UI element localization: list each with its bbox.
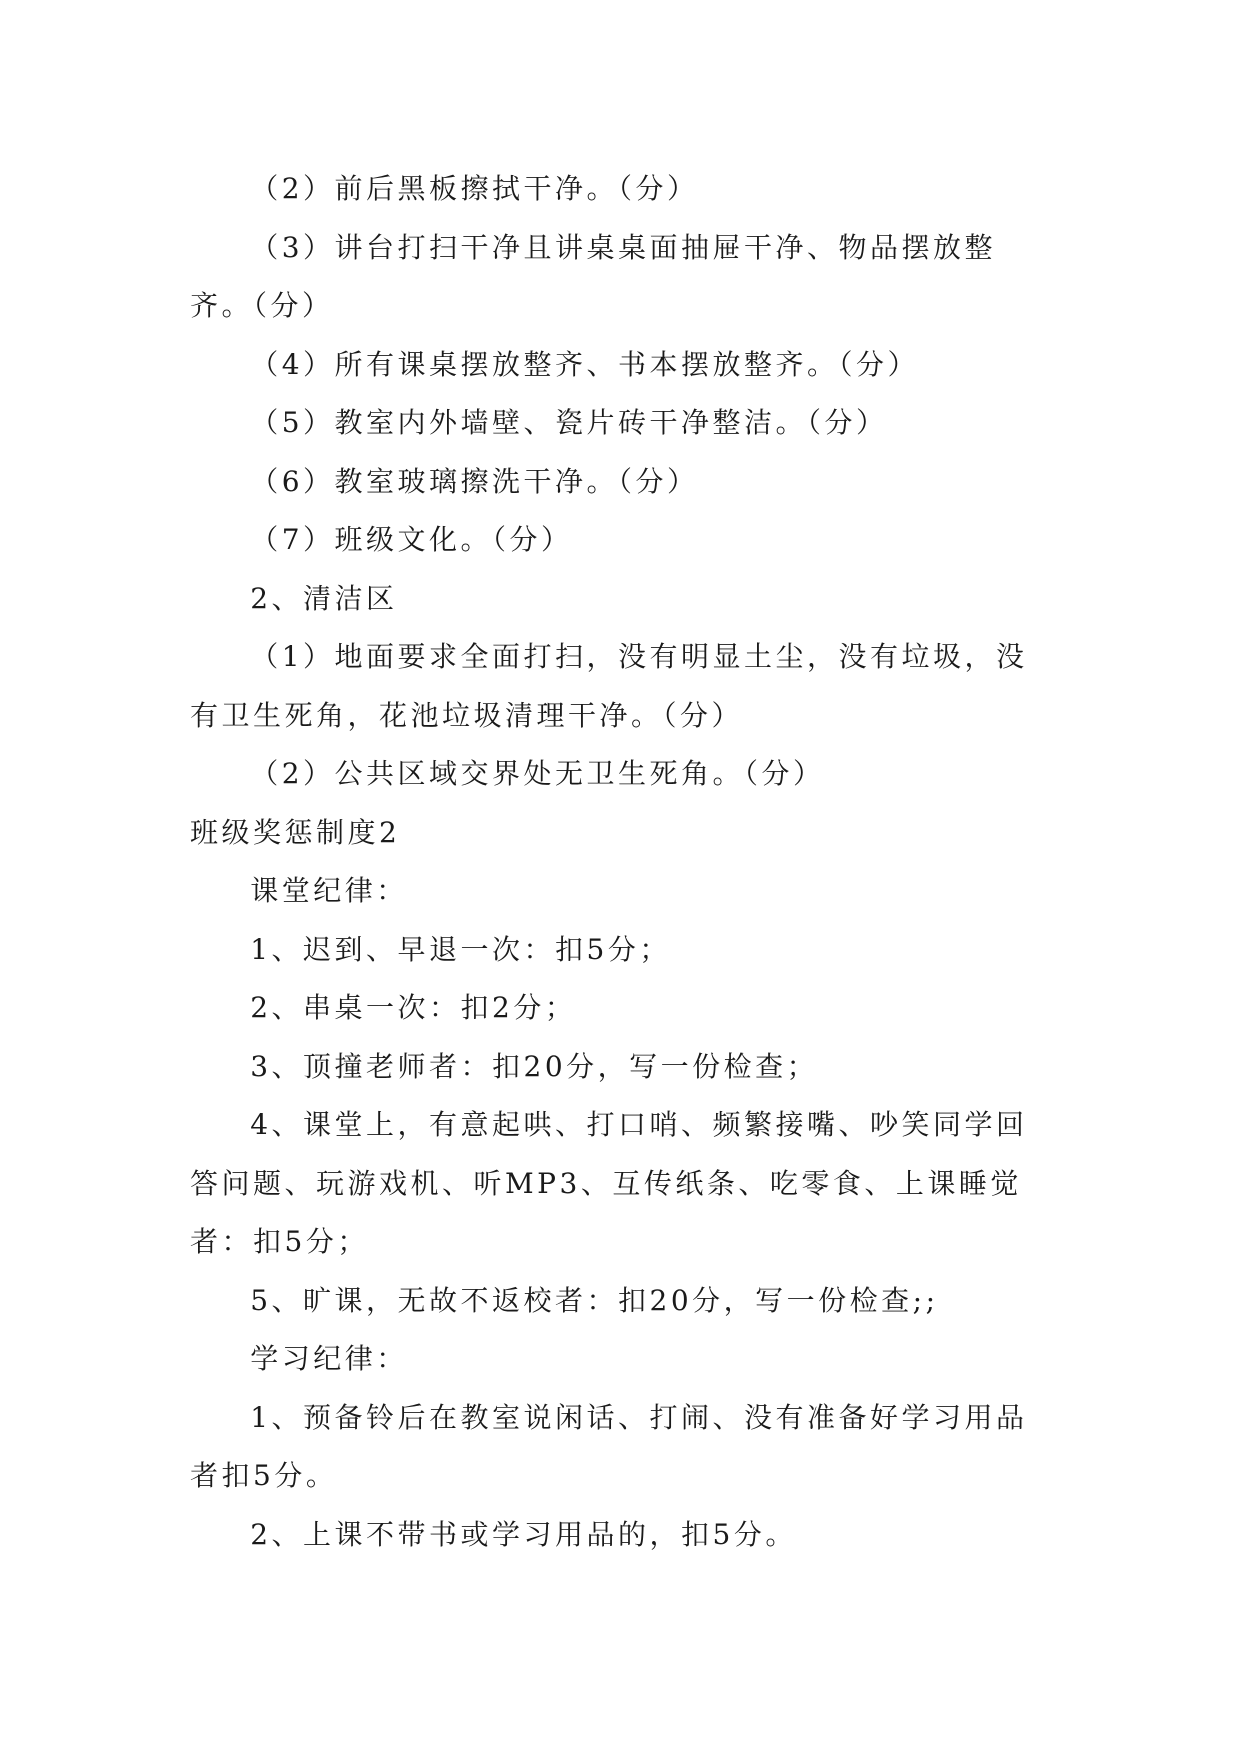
section-cleaning-area: 2、清洁区: [250, 581, 398, 615]
rule-disruption: 4、课堂上，有意起哄、打口哨、频繁接嘴、吵笑同学回答问题、玩游戏机、听MP3、互传纸条、吃零食、上课睡觉者：扣5分；: [190, 1108, 1028, 1258]
paragraph-ground: （1）地面要求全面打扫，没有明显土尘，没有垃圾，没有卫生死角，花池垃圾清理干净。（分）: [190, 640, 1028, 732]
paragraph-podium: （3）讲台打扫干净且讲桌桌面抽屉干净、物品摆放整齐。（分）: [190, 230, 997, 322]
paragraph-class-culture: （7）班级文化。（分）: [250, 523, 573, 556]
paragraph-desks: （4）所有课桌摆放整齐、书本摆放整齐。（分）: [250, 347, 920, 381]
rule-late: 1、迟到、早退一次：扣5分；: [250, 932, 671, 966]
section-classroom-discipline: 课堂纪律：: [250, 874, 408, 907]
paragraph-public-area: （2）公共区域交界处无卫生死角。（分）: [250, 757, 825, 790]
document-heading: 班级奖惩制度2: [190, 815, 401, 849]
paragraph-walls: （5）教室内外墙壁、瓷片砖干净整洁。（分）: [250, 406, 888, 439]
document-body: [190, 160, 1050, 1564]
rule-defiance: 3、顶撞老师者：扣20分，写一份检查；: [250, 1049, 819, 1083]
paragraph-windows: （6）教室玻璃擦洗干净。（分）: [250, 464, 699, 498]
rule-seat-change: 2、串桌一次：扣2分；: [250, 991, 577, 1024]
section-study-discipline: 学习纪律：: [250, 1342, 408, 1375]
rule-bell: 1、预备铃后在教室说闲话、打闹、没有准备好学习用品者扣5分。: [190, 1400, 1028, 1492]
rule-supplies: 2、上课不带书或学习用品的，扣5分。: [250, 1517, 797, 1551]
rule-truancy: 5、旷课，无故不返校者：扣20分，写一份检查;;: [250, 1283, 939, 1317]
paragraph-blackboard: （2）前后黑板擦拭干净。（分）: [250, 172, 699, 205]
